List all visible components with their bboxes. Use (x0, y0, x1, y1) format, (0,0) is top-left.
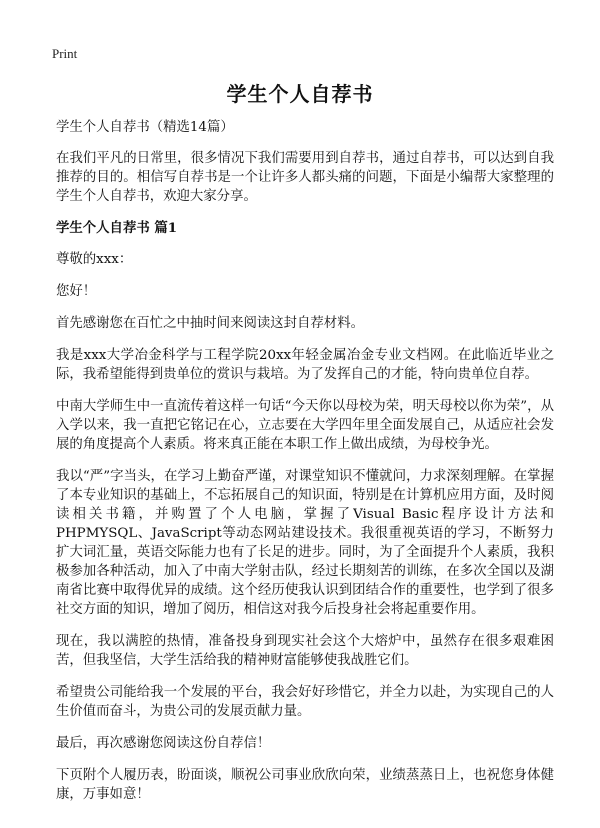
section-heading: 学生个人自荐书 篇1 (56, 220, 178, 236)
body-paragraph: 首先感谢您在百忙之中抽时间来阅读这封自荐材料。 (56, 316, 364, 331)
document-subtitle: 学生个人自荐书（精选14篇） (56, 120, 234, 135)
intro-paragraph: 在我们平凡的日常里，很多情况下我们需要用到自荐书，通过自荐书，可以达到自我推荐的目的。相信写自荐书是一个让许多人都头痛的问题，下面是小编帮大家整理的学生个人自荐书，欢迎大家分享。 (56, 151, 554, 204)
body-paragraph: 我以“严”字当头，在学习上勤奋严谨，对课堂知识不懂就问，力求深刻理解。在掌握了本专业知识的基础上，不忘拓展自己的知识面，特别是在计算机应用方面，及时阅读相关书籍，并购置了个人电脑，掌握了Visual Basic程序设计方法和PHPMYSQL、JavaScript等动态网站建设技术。我很重视英语的学习，不断努力扩大词汇量，英语交际能力也有了长足的进步。同时，为了全面提升个人素质，我积极参加各种活动，加入了中南大学射击队，经过长期刻苦的训练，在多次全国以及湖南省比赛中取得优异的成绩。这个经历使我认识到团结合作的重要性，也学到了很多社交方面的知识，增加了阅历，相信这对我今后投身社会将起重要作用。 (56, 469, 554, 617)
body-paragraph: 我是xxx大学冶金科学与工程学院20xx年轻金属冶金专业文档网。在此临近毕业之际，我希望能得到贵单位的赏识与栽培。为了发挥自己的才能，特向贵单位自荐。 (56, 348, 554, 382)
body-paragraph: 希望贵公司能给我一个发展的平台，我会好好珍惜它，并全力以赴，为实现自己的人生价值而奋斗，为贵公司的发展贡献力量。 (56, 685, 554, 719)
body-paragraph: 现在，我以满腔的热情，准备投身到现实社会这个大熔炉中，虽然存在很多艰难困苦，但我坚信，大学生活给我的精神财富能够使我战胜它们。 (56, 634, 554, 668)
print-link[interactable]: Print (52, 46, 78, 61)
salutation: 尊敬的xxx： (56, 252, 133, 267)
closing-thanks: 最后，再次感谢您阅读这份自荐信！ (56, 736, 271, 751)
closing-paragraph: 下页附个人履历表，盼面谈，顺祝公司事业欣欣向荣，业绩蒸蒸日上，也祝您身体健康，万事如意！ (56, 768, 554, 802)
document-body (56, 118, 554, 817)
page-title: 学生个人自荐书 (226, 82, 374, 106)
greeting: 您好！ (56, 284, 97, 299)
body-paragraph: 中南大学师生中一直流传着这样一句话“今天你以母校为荣，明天母校以你为荣”，从入学以来，我一直把它铭记在心，立志要在大学四年里全面发展自己，从适应社会发展的角度提高个人素质。将来真正能在本职工作上做出成绩，为母校争光。 (56, 399, 554, 452)
